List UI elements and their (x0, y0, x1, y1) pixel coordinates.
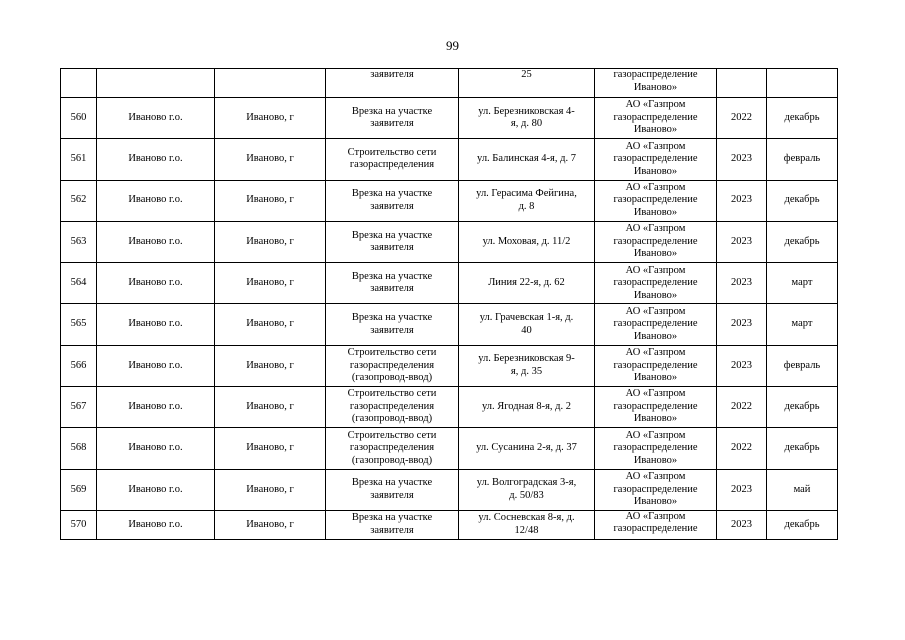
cell-address: Линия 22-я, д. 62 (459, 263, 595, 304)
cell-work-type: Врезка на участке заявителя (326, 98, 459, 139)
cell-owner: АО «Газпром газораспределение Иваново» (595, 98, 717, 139)
table-row (61, 510, 838, 539)
cell-district: Иваново г.о. (97, 428, 215, 469)
cell-settlement: Иваново, г (215, 345, 326, 386)
cell-settlement: Иваново, г (215, 304, 326, 345)
cell-address: ул. Березниковская 9- я, д. 35 (459, 345, 595, 386)
cell-owner: АО «Газпром газораспределение (595, 510, 717, 539)
cell-month: декабрь (767, 428, 838, 469)
cell-settlement: Иваново, г (215, 263, 326, 304)
cell-owner: газораспределение Иваново» (595, 69, 717, 98)
table-row (61, 180, 838, 221)
cell-address: ул. Волгоградская 3-я, д. 50/83 (459, 469, 595, 510)
cell-settlement: Иваново, г (215, 469, 326, 510)
cell-settlement (215, 69, 326, 98)
table-row (61, 98, 838, 139)
cell-settlement: Иваново, г (215, 180, 326, 221)
cell-work-type: Строительство сети газораспределения (газопровод-ввод) (326, 428, 459, 469)
cell-month: декабрь (767, 98, 838, 139)
cell-settlement: Иваново, г (215, 510, 326, 539)
cell-work-type: Врезка на участке заявителя (326, 180, 459, 221)
cell-year: 2023 (717, 263, 767, 304)
cell-work-type: Строительство сети газораспределения (газопровод-ввод) (326, 345, 459, 386)
cell-work-type: Врезка на участке заявителя (326, 263, 459, 304)
cell-month: декабрь (767, 510, 838, 539)
cell-owner: АО «Газпром газораспределение Иваново» (595, 304, 717, 345)
cell-month (767, 69, 838, 98)
cell-owner: АО «Газпром газораспределение Иваново» (595, 387, 717, 428)
cell-district: Иваново г.о. (97, 263, 215, 304)
cell-address: ул. Герасима Фейгина, д. 8 (459, 180, 595, 221)
cell-year: 2023 (717, 139, 767, 180)
cell-work-type: заявителя (326, 69, 459, 98)
cell-month: декабрь (767, 180, 838, 221)
cell-year: 2022 (717, 387, 767, 428)
table-row (61, 469, 838, 510)
cell-month: февраль (767, 345, 838, 386)
cell-district: Иваново г.о. (97, 304, 215, 345)
cell-month: февраль (767, 139, 838, 180)
cell-district: Иваново г.о. (97, 469, 215, 510)
cell-work-type: Врезка на участке заявителя (326, 304, 459, 345)
cell-settlement: Иваново, г (215, 98, 326, 139)
cell-number: 565 (61, 304, 97, 345)
cell-number: 570 (61, 510, 97, 539)
cell-year: 2023 (717, 345, 767, 386)
cell-year (717, 69, 767, 98)
cell-district: Иваново г.о. (97, 345, 215, 386)
cell-month: декабрь (767, 221, 838, 262)
table-row-continuation (61, 69, 838, 98)
table-row (61, 387, 838, 428)
table-row (61, 139, 838, 180)
cell-owner: АО «Газпром газораспределение Иваново» (595, 263, 717, 304)
cell-owner: АО «Газпром газораспределение Иваново» (595, 469, 717, 510)
cell-district (97, 69, 215, 98)
table-row (61, 304, 838, 345)
cell-month: март (767, 263, 838, 304)
cell-year: 2023 (717, 180, 767, 221)
cell-owner: АО «Газпром газораспределение Иваново» (595, 428, 717, 469)
cell-address: ул. Сосневская 8-я, д. 12/48 (459, 510, 595, 539)
cell-work-type: Строительство сети газораспределения (326, 139, 459, 180)
cell-year: 2023 (717, 510, 767, 539)
cell-address: ул. Моховая, д. 11/2 (459, 221, 595, 262)
cell-number (61, 69, 97, 98)
cell-district: Иваново г.о. (97, 139, 215, 180)
cell-number: 562 (61, 180, 97, 221)
cell-work-type: Строительство сети газораспределения (газопровод-ввод) (326, 387, 459, 428)
cell-month: март (767, 304, 838, 345)
cell-number: 568 (61, 428, 97, 469)
cell-address: 25 (459, 69, 595, 98)
cell-address: ул. Ягодная 8-я, д. 2 (459, 387, 595, 428)
cell-number: 560 (61, 98, 97, 139)
cell-address: ул. Сусанина 2-я, д. 37 (459, 428, 595, 469)
cell-work-type: Врезка на участке заявителя (326, 221, 459, 262)
cell-number: 566 (61, 345, 97, 386)
cell-work-type: Врезка на участке заявителя (326, 469, 459, 510)
page-number: 99 (446, 38, 459, 53)
cell-settlement: Иваново, г (215, 387, 326, 428)
cell-address: ул. Березниковская 4- я, д. 80 (459, 98, 595, 139)
cell-owner: АО «Газпром газораспределение Иваново» (595, 221, 717, 262)
table-row (61, 428, 838, 469)
cell-owner: АО «Газпром газораспределение Иваново» (595, 345, 717, 386)
cell-district: Иваново г.о. (97, 221, 215, 262)
table-row (61, 263, 838, 304)
cell-settlement: Иваново, г (215, 221, 326, 262)
cell-number: 567 (61, 387, 97, 428)
cell-year: 2023 (717, 469, 767, 510)
cell-number: 561 (61, 139, 97, 180)
table-row (61, 221, 838, 262)
cell-owner: АО «Газпром газораспределение Иваново» (595, 180, 717, 221)
cell-number: 564 (61, 263, 97, 304)
cell-address: ул. Балинская 4-я, д. 7 (459, 139, 595, 180)
cell-year: 2022 (717, 98, 767, 139)
cell-work-type: Врезка на участке заявителя (326, 510, 459, 539)
cell-number: 569 (61, 469, 97, 510)
cell-month: декабрь (767, 387, 838, 428)
cell-year: 2023 (717, 304, 767, 345)
cell-number: 563 (61, 221, 97, 262)
cell-district: Иваново г.о. (97, 98, 215, 139)
cell-settlement: Иваново, г (215, 139, 326, 180)
cell-district: Иваново г.о. (97, 180, 215, 221)
cell-month: май (767, 469, 838, 510)
gas-distribution-table (60, 68, 838, 540)
table-row (61, 345, 838, 386)
cell-district: Иваново г.о. (97, 510, 215, 539)
cell-address: ул. Грачевская 1-я, д. 40 (459, 304, 595, 345)
cell-settlement: Иваново, г (215, 428, 326, 469)
cell-owner: АО «Газпром газораспределение Иваново» (595, 139, 717, 180)
cell-district: Иваново г.о. (97, 387, 215, 428)
cell-year: 2022 (717, 428, 767, 469)
cell-year: 2023 (717, 221, 767, 262)
